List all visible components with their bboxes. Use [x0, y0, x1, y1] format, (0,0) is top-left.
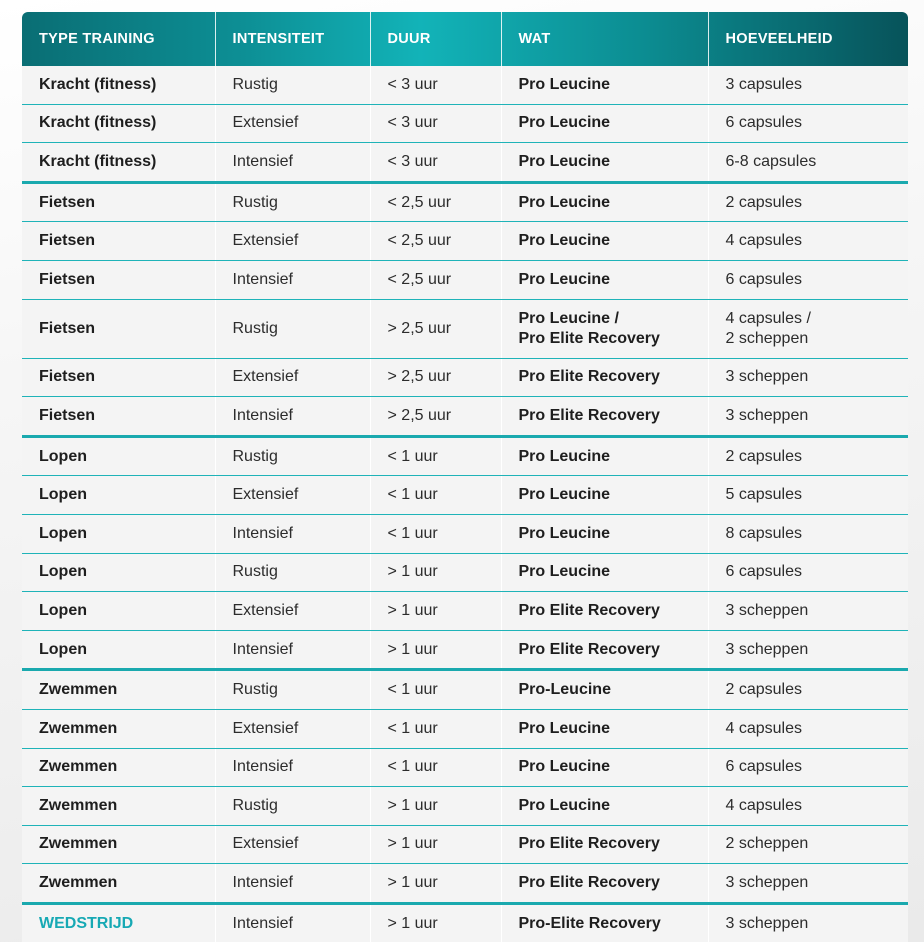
cell-intensiteit: Extensief: [215, 592, 370, 631]
cell-intensiteit: Intensief: [215, 748, 370, 787]
cell-hoeveelheid: 6 capsules: [708, 748, 908, 787]
cell-wat: Pro Leucine: [501, 748, 708, 787]
cell-hoeveelheid: 5 capsules: [708, 476, 908, 515]
cell-intensiteit: Rustig: [215, 553, 370, 592]
cell-hoeveelheid: 6-8 capsules: [708, 143, 908, 183]
cell-intensiteit: Extensief: [215, 104, 370, 143]
cell-type: Fietsen: [22, 222, 215, 261]
column-header-hoeveelheid: HOEVEELHEID: [725, 31, 833, 47]
cell-intensiteit: Intensief: [215, 864, 370, 904]
cell-intensiteit: Rustig: [215, 436, 370, 476]
column-header-wat: WAT: [501, 12, 708, 66]
table-row: [22, 748, 908, 787]
cell-hoeveelheid-line-2: 2 scheppen: [725, 329, 809, 347]
cell-wat: Pro Leucine: [501, 143, 708, 183]
table-row: [22, 553, 908, 592]
cell-intensiteit: Rustig: [215, 299, 370, 358]
cell-hoeveelheid: 4 capsules: [708, 222, 908, 261]
table-row: [22, 397, 908, 437]
cell-type: Lopen: [22, 592, 215, 631]
table-row: [22, 864, 908, 904]
table-row: [22, 630, 908, 670]
cell-duur: < 1 uur: [370, 709, 501, 748]
table-row: [22, 143, 908, 183]
cell-duur: > 1 uur: [370, 903, 501, 942]
column-header-intensiteit: INTENSITEIT: [215, 12, 370, 66]
cell-duur: < 3 uur: [370, 143, 501, 183]
table-body: [22, 66, 908, 942]
cell-wat: Pro Leucine: [501, 787, 708, 826]
cell-intensiteit: Extensief: [215, 825, 370, 864]
cell-duur: > 2,5 uur: [370, 299, 501, 358]
cell-intensiteit: Extensief: [215, 358, 370, 397]
cell-hoeveelheid: 6 capsules: [708, 553, 908, 592]
cell-type: Fietsen: [22, 397, 215, 437]
cell-wat: Pro Leucine: [501, 222, 708, 261]
header-row: [22, 12, 908, 66]
cell-hoeveelheid: 6 capsules: [708, 260, 908, 299]
cell-type: Zwemmen: [22, 748, 215, 787]
cell-wat: Pro Leucine: [501, 66, 708, 104]
table-row: [22, 825, 908, 864]
cell-intensiteit: Intensief: [215, 143, 370, 183]
cell-duur: < 1 uur: [370, 670, 501, 710]
table-row: [22, 222, 908, 261]
cell-wat: Pro Elite Recovery: [501, 630, 708, 670]
table-row: [22, 787, 908, 826]
cell-intensiteit: Rustig: [215, 182, 370, 222]
cell-duur: > 1 uur: [370, 630, 501, 670]
cell-type: Fietsen: [22, 182, 215, 222]
cell-hoeveelheid: 4 capsules: [708, 787, 908, 826]
cell-wat-line-1: Pro Leucine /: [518, 309, 619, 327]
cell-hoeveelheid: 2 scheppen: [708, 825, 908, 864]
cell-type: Zwemmen: [22, 787, 215, 826]
cell-duur: < 1 uur: [370, 436, 501, 476]
cell-hoeveelheid: 8 capsules: [708, 514, 908, 553]
cell-wat: Pro Elite Recovery: [501, 397, 708, 437]
cell-intensiteit: Intensief: [215, 630, 370, 670]
cell-duur: < 3 uur: [370, 104, 501, 143]
cell-hoeveelheid: 3 scheppen: [708, 592, 908, 631]
cell-wat: Pro Leucine: [501, 104, 708, 143]
training-table-container: [22, 12, 908, 942]
column-header-duur: DUUR: [370, 12, 501, 66]
cell-hoeveelheid: 3 scheppen: [725, 914, 809, 932]
table-row: [22, 670, 908, 710]
cell-type: Fietsen: [22, 299, 215, 358]
cell-type: Zwemmen: [22, 709, 215, 748]
cell-type: Kracht (fitness): [22, 104, 215, 143]
cell-hoeveelheid: 3 scheppen: [708, 358, 908, 397]
column-header-type-training: TYPE TRAINING: [22, 12, 215, 66]
cell-duur: > 1 uur: [370, 592, 501, 631]
cell-hoeveelheid: 2 capsules: [708, 436, 908, 476]
cell-duur: > 1 uur: [370, 787, 501, 826]
cell-intensiteit: Intensief: [215, 903, 370, 942]
cell-type: Zwemmen: [22, 670, 215, 710]
table-row: [22, 709, 908, 748]
cell-hoeveelheid: 3 capsules: [708, 66, 908, 104]
cell-hoeveelheid: 3 scheppen: [708, 630, 908, 670]
table-row: [22, 476, 908, 515]
cell-intensiteit: Intensief: [215, 514, 370, 553]
cell-duur: > 2,5 uur: [370, 397, 501, 437]
table-header: [22, 12, 908, 66]
cell-type: Lopen: [22, 436, 215, 476]
cell-duur: > 1 uur: [370, 553, 501, 592]
table-row: [22, 358, 908, 397]
cell-wat: Pro Elite Recovery: [501, 825, 708, 864]
table-row: [22, 592, 908, 631]
cell-intensiteit: Extensief: [215, 476, 370, 515]
table-row: [22, 66, 908, 104]
cell-wat: Pro Leucine: [501, 709, 708, 748]
cell-type: Kracht (fitness): [22, 143, 215, 183]
cell-hoeveelheid: 4 capsules: [708, 709, 908, 748]
table-row: [22, 182, 908, 222]
cell-wat: Pro-Elite Recovery: [501, 903, 708, 942]
cell-hoeveelheid: 3 scheppen: [708, 864, 908, 904]
table-row: [22, 436, 908, 476]
cell-hoeveelheid: 2 capsules: [708, 670, 908, 710]
table-row: [22, 514, 908, 553]
cell-hoeveelheid: [708, 299, 908, 358]
table-row: [22, 104, 908, 143]
cell-wat: Pro Leucine: [501, 476, 708, 515]
cell-hoeveelheid: 6 capsules: [708, 104, 908, 143]
training-dosage-table: [22, 12, 908, 942]
cell-duur: < 1 uur: [370, 514, 501, 553]
cell-wat: Pro Elite Recovery: [501, 592, 708, 631]
cell-type: Lopen: [22, 630, 215, 670]
cell-duur: < 1 uur: [370, 748, 501, 787]
cell-wat: [501, 299, 708, 358]
cell-wat: Pro Leucine: [501, 260, 708, 299]
cell-hoeveelheid: 2 capsules: [708, 182, 908, 222]
cell-type: Fietsen: [22, 358, 215, 397]
cell-intensiteit: Intensief: [215, 260, 370, 299]
cell-type: Lopen: [22, 476, 215, 515]
cell-intensiteit: Rustig: [215, 66, 370, 104]
cell-duur: > 1 uur: [370, 825, 501, 864]
cell-intensiteit: Intensief: [215, 397, 370, 437]
cell-duur: > 2,5 uur: [370, 358, 501, 397]
cell-duur: < 1 uur: [370, 476, 501, 515]
cell-intensiteit: Extensief: [215, 709, 370, 748]
cell-intensiteit: Rustig: [215, 670, 370, 710]
cell-duur: < 2,5 uur: [370, 222, 501, 261]
cell-duur: < 3 uur: [370, 66, 501, 104]
cell-type: Lopen: [22, 553, 215, 592]
cell-intensiteit: Rustig: [215, 787, 370, 826]
cell-hoeveelheid-line-1: 4 capsules /: [725, 309, 811, 327]
cell-wat-line-2: Pro Elite Recovery: [518, 329, 660, 347]
cell-duur: < 2,5 uur: [370, 260, 501, 299]
table-row: [22, 903, 908, 942]
cell-wat: Pro Leucine: [501, 514, 708, 553]
cell-duur: < 2,5 uur: [370, 182, 501, 222]
cell-type: Fietsen: [22, 260, 215, 299]
cell-wat: Pro Elite Recovery: [501, 864, 708, 904]
cell-wat: Pro Leucine: [501, 553, 708, 592]
cell-wat: Pro Leucine: [501, 182, 708, 222]
cell-wat: Pro-Leucine: [501, 670, 708, 710]
cell-duur: > 1 uur: [370, 864, 501, 904]
cell-type-wedstrijd: WEDSTRIJD: [22, 903, 215, 942]
cell-type: Lopen: [22, 514, 215, 553]
cell-wat: Pro Leucine: [501, 436, 708, 476]
cell-wat: Pro Elite Recovery: [501, 358, 708, 397]
cell-type: Zwemmen: [22, 825, 215, 864]
table-row: [22, 260, 908, 299]
table-row: [22, 299, 908, 358]
cell-hoeveelheid: 3 scheppen: [708, 397, 908, 437]
cell-type: Kracht (fitness): [22, 66, 215, 104]
cell-type: Zwemmen: [22, 864, 215, 904]
cell-intensiteit: Extensief: [215, 222, 370, 261]
